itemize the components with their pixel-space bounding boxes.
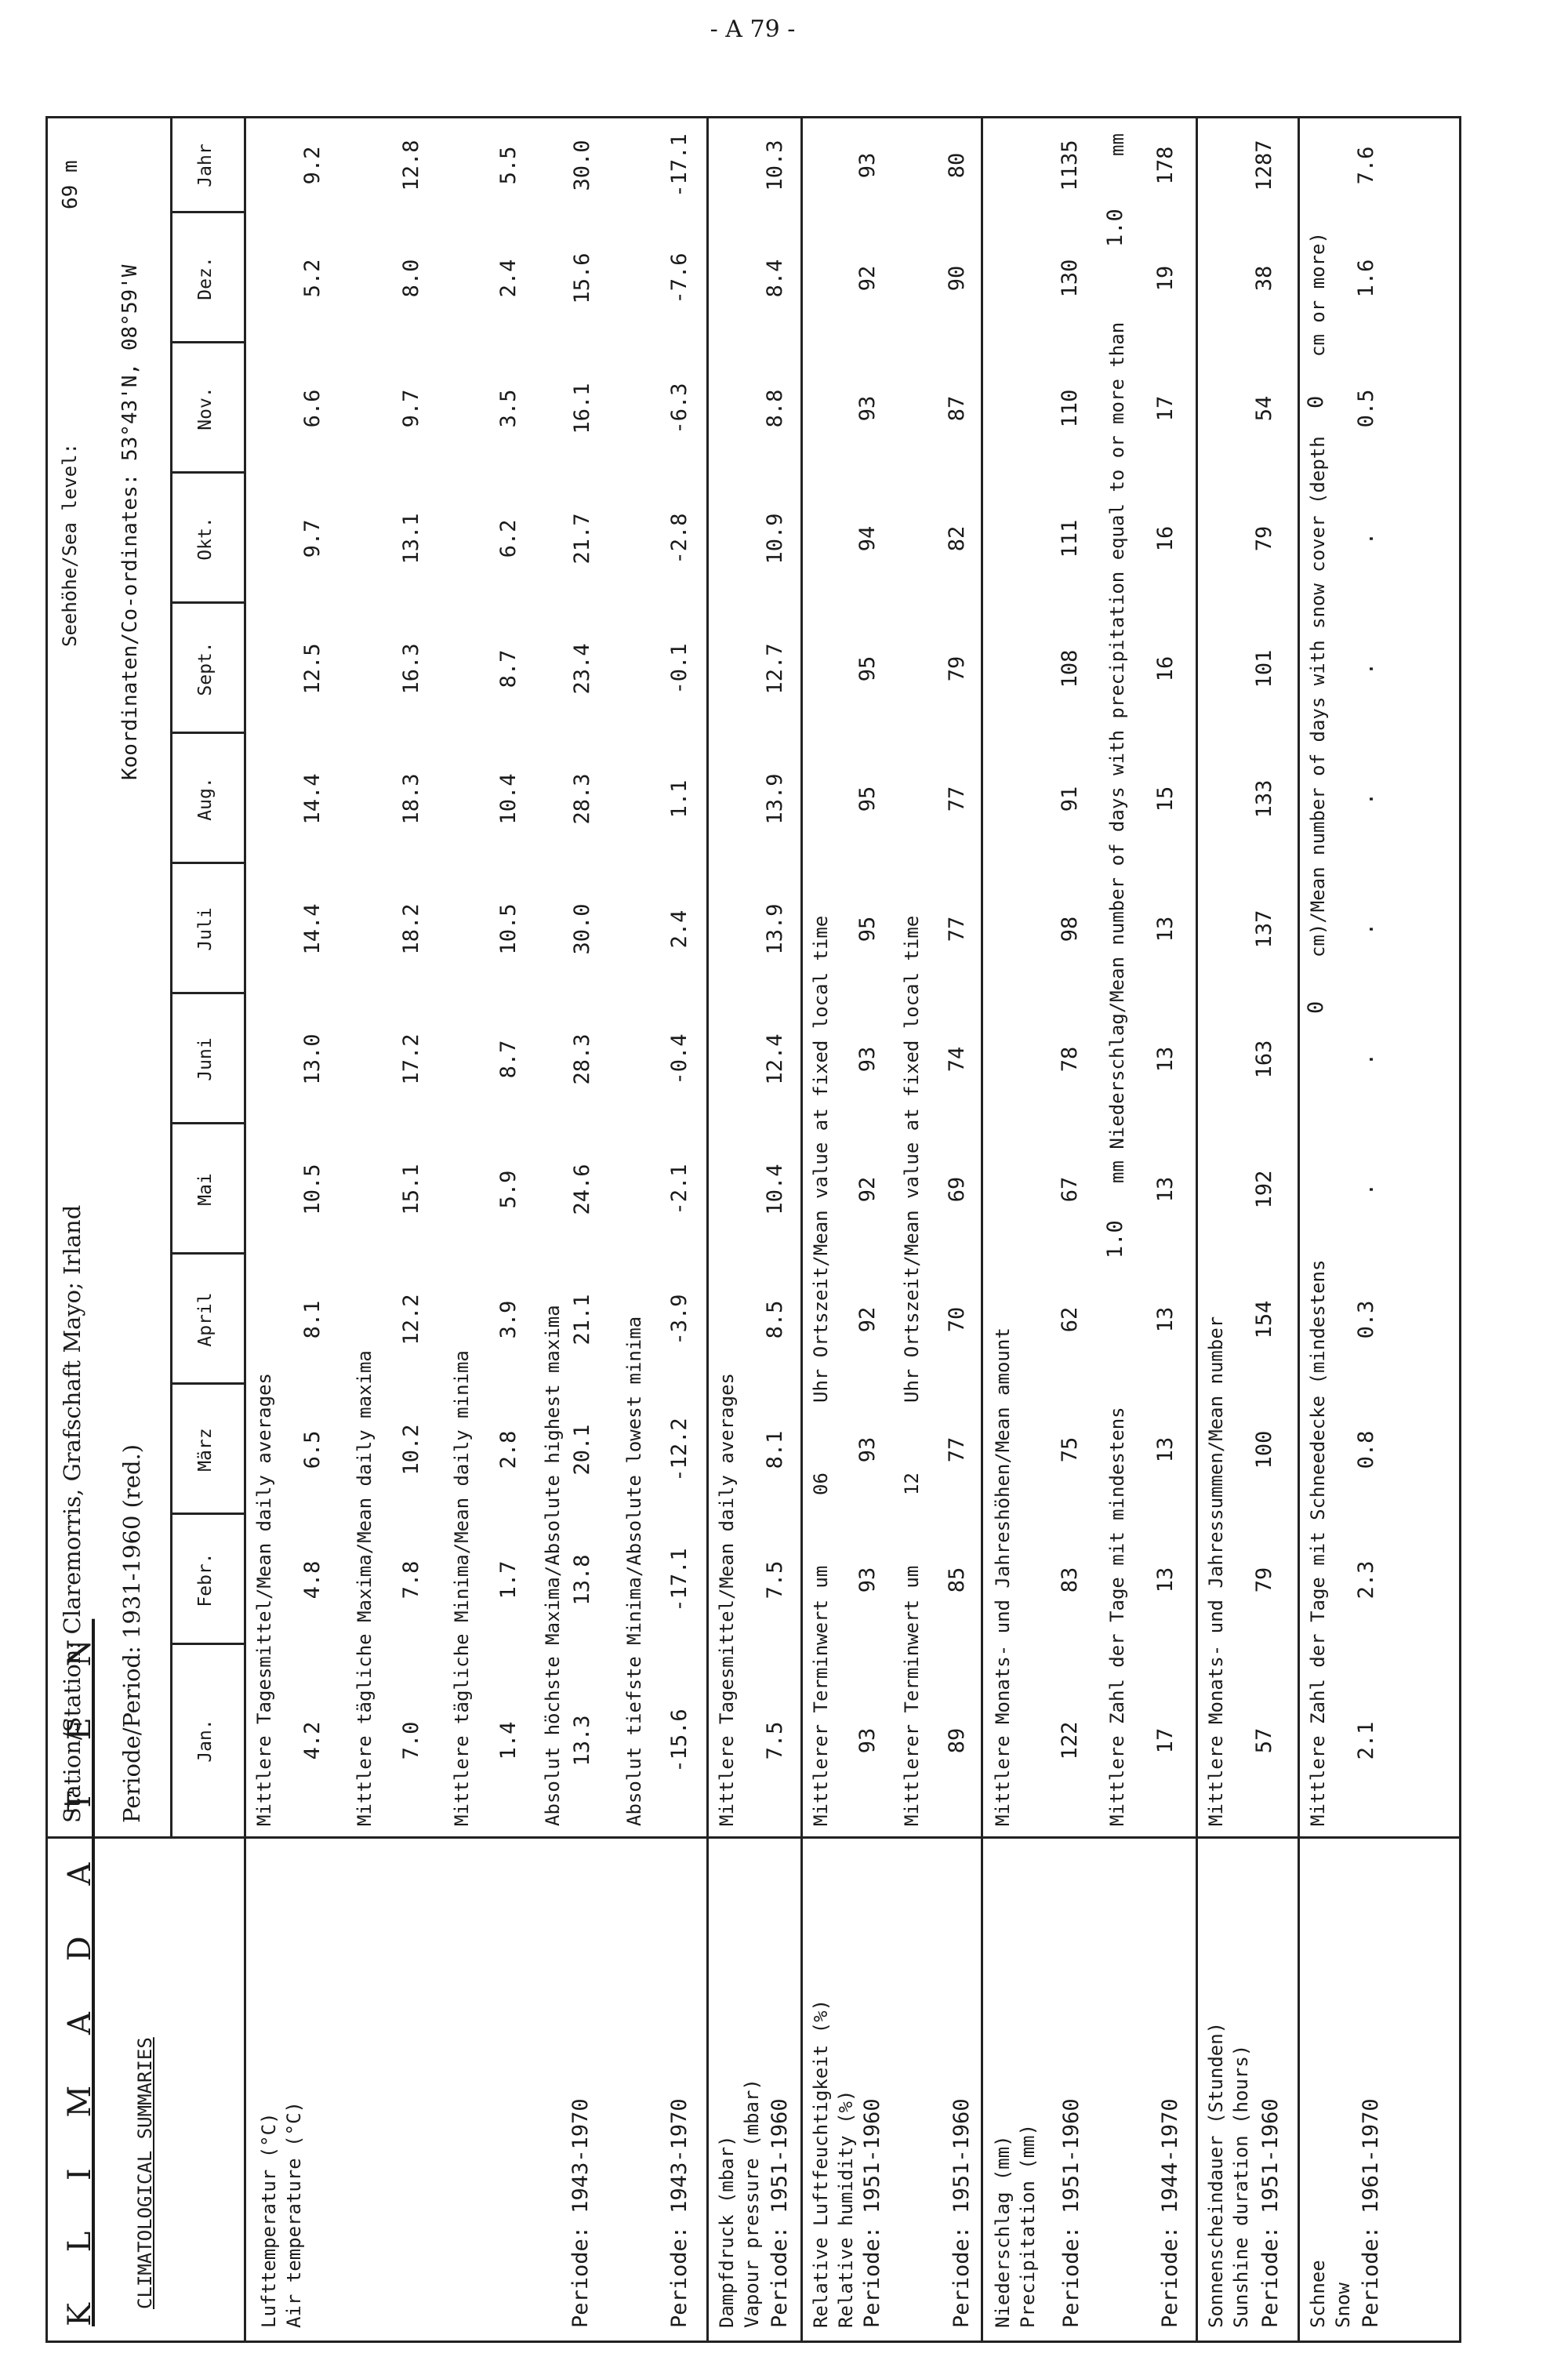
cell: 10.9 [763, 513, 787, 565]
snow-sub-a: Mittlere Zahl der Tage mit Schneedecke (mindestens [1307, 1259, 1329, 1826]
cell: 5.9 [496, 1170, 521, 1209]
cell: 16.3 [399, 643, 423, 695]
cell: 28.3 [570, 1033, 594, 1085]
label-header-divider [244, 1839, 246, 2341]
cell: 8.0 [399, 259, 423, 298]
col-jan: Jan. [195, 1719, 216, 1763]
cell: 93 [855, 1436, 880, 1463]
col-divider [170, 471, 244, 474]
cell: 13.9 [763, 773, 787, 825]
snow-period: Periode: 1961-1970 [1359, 2098, 1383, 2328]
precip-sub2-amount-right: 1.0 [1103, 209, 1127, 247]
cell: 163 [1252, 1040, 1276, 1079]
cell: 0.3 [1354, 1300, 1378, 1339]
cell: 137 [1252, 910, 1276, 949]
temp-sub-max: Mittlere tägliche Maxima/Mean daily maxima [354, 1350, 376, 1826]
station-line: Station/Station: Claremorris, Grafschaft Mayo; Irland [59, 1204, 85, 1823]
cell: 92 [855, 1176, 880, 1203]
cell: 77 [945, 786, 969, 812]
cell: 4.8 [300, 1560, 325, 1600]
humidity-sub1: Mittlerer Terminwert um [810, 1565, 832, 1826]
cell: 93 [855, 395, 880, 422]
cell: 95 [855, 655, 880, 682]
col-divider [170, 1513, 244, 1515]
vapour-period: Periode: 1951-1960 [768, 2098, 792, 2328]
sunshine-label-de: Sonnenscheindauer (Stunden) [1205, 2021, 1227, 2328]
precip-period-a: Periode: 1951-1960 [1059, 2098, 1083, 2328]
cell: 6.6 [300, 389, 325, 428]
cell: 1135 [1058, 140, 1082, 191]
cell: -7.6 [667, 252, 691, 304]
cell: 8.5 [763, 1300, 787, 1339]
cell: 75 [1058, 1436, 1082, 1463]
cell: 93 [855, 1567, 880, 1593]
cell: 54 [1252, 395, 1276, 422]
cell: 108 [1058, 649, 1082, 688]
cell: -17.1 [667, 1548, 691, 1612]
cell: -0.1 [667, 643, 691, 695]
col-jul: Juli [195, 907, 216, 951]
sunshine-label-en: Sunshine duration (hours) [1230, 2044, 1252, 2328]
cell: 92 [855, 265, 880, 292]
snow-label-de: Schnee [1307, 2260, 1329, 2328]
cell: 13 [1153, 1436, 1178, 1463]
cell: 15 [1153, 786, 1178, 812]
cell: -12.2 [667, 1418, 691, 1482]
cell: 90 [945, 265, 969, 292]
cell: 70 [945, 1306, 969, 1333]
cell: 13.1 [399, 513, 423, 565]
cell: 110 [1058, 389, 1082, 428]
cell: 17 [1153, 1727, 1178, 1754]
sunshine-sub: Mittlere Monats- und Jahressummen/Mean number [1205, 1316, 1227, 1826]
cell: 12.2 [399, 1294, 423, 1345]
cell: 4.2 [300, 1721, 325, 1760]
col-jun: Juni [195, 1037, 216, 1081]
col-may: Mai [195, 1173, 216, 1206]
cell: -17.1 [667, 133, 691, 198]
precip-sub2-unit: mm [1106, 133, 1128, 156]
cell: 0.8 [1354, 1430, 1378, 1469]
cell: 21.1 [570, 1294, 594, 1345]
cell: 2.4 [496, 259, 521, 298]
humidity-hour1: 06 [810, 1473, 832, 1495]
cell: 9.2 [300, 146, 325, 185]
cell: 5.5 [496, 146, 521, 185]
cell: 62 [1058, 1306, 1082, 1333]
cell: . [1354, 1182, 1378, 1197]
col-nov: Nov. [195, 387, 216, 430]
temp-sub-abs-max: Absolut höchste Maxima/Absolute highest maxima [542, 1305, 564, 1826]
precip-sub2a: Mittlere Zahl der Tage mit mindestens [1106, 1407, 1128, 1826]
vapour-label-de: Dampfdruck (mbar) [716, 2135, 738, 2328]
humidity-sub2: Mittlerer Terminwert um [901, 1565, 923, 1826]
cell: 10.5 [300, 1164, 325, 1215]
cell: 12.5 [300, 643, 325, 695]
cell: 12.8 [399, 140, 423, 191]
cell: -15.6 [667, 1709, 691, 1773]
cell: 30.0 [570, 140, 594, 191]
cell: 13 [1153, 1176, 1178, 1203]
cell: 16 [1153, 655, 1178, 682]
cell: 16 [1153, 525, 1178, 552]
cell: 28.3 [570, 773, 594, 825]
col-oct: Okt. [195, 517, 216, 561]
cell: 21.7 [570, 513, 594, 565]
cell: . [1354, 1052, 1378, 1066]
col-feb: Febr. [195, 1552, 216, 1607]
cell: 7.6 [1354, 146, 1378, 185]
col-divider [170, 601, 244, 604]
precip-sub2b: mm Niederschlag/Mean number of days with precipitation equal to or more than [1106, 321, 1128, 1183]
cell: 3.9 [496, 1300, 521, 1339]
cell: 30.0 [570, 903, 594, 955]
cell: -6.3 [667, 383, 691, 434]
cell: 10.4 [763, 1164, 787, 1215]
cell: 101 [1252, 649, 1276, 688]
cell: 23.4 [570, 643, 594, 695]
cell: . [1354, 662, 1378, 676]
humidity-period-b: Periode: 1951-1960 [949, 2098, 974, 2328]
cell: -2.8 [667, 513, 691, 565]
cell: -0.4 [667, 1033, 691, 1085]
col-divider [170, 211, 244, 213]
cell: 130 [1058, 259, 1082, 298]
snow-depth-a: 0 [1304, 1000, 1328, 1014]
cell: 95 [855, 786, 880, 812]
section-divider-humidity [800, 118, 803, 2341]
cell: 13 [1153, 1306, 1178, 1333]
climate-table [45, 116, 1461, 2343]
col-divider [170, 1252, 244, 1255]
cell: 10.3 [763, 140, 787, 191]
cell: 1.7 [496, 1560, 521, 1600]
cell: 6.2 [496, 519, 521, 558]
snow-depth-b: 0 [1304, 395, 1328, 409]
cell: 79 [1252, 525, 1276, 552]
period-line: Periode/Period: 1931-1960 (red.) [118, 1444, 145, 1823]
cell: 154 [1252, 1300, 1276, 1339]
cell: 122 [1058, 1721, 1082, 1760]
cell: 6.5 [300, 1430, 325, 1469]
cell: 38 [1252, 265, 1276, 292]
cell: 17 [1153, 395, 1178, 422]
col-divider [170, 732, 244, 734]
snow-sub-c: cm or more) [1307, 232, 1329, 357]
climatological-summaries-subtitle: CLIMATOLOGICAL SUMMARIES [134, 2037, 156, 2309]
col-divider [170, 862, 244, 864]
cell: 82 [945, 525, 969, 552]
cell: 93 [855, 152, 880, 179]
cell: 79 [945, 655, 969, 682]
humidity-sub1b: Uhr Ortszeit/Mean value at fixed local time [810, 915, 832, 1403]
precip-sub2-amount: 1.0 [1103, 1220, 1127, 1258]
temp-label-en: Air temperature (°C) [283, 2101, 305, 2328]
page-number: - A 79 - [710, 16, 796, 43]
cell: 15.6 [570, 252, 594, 304]
cell: 8.4 [763, 259, 787, 298]
cell: 178 [1153, 146, 1178, 185]
section-divider-precip [981, 118, 983, 2341]
cell: 13.9 [763, 903, 787, 955]
cell: 98 [1058, 916, 1082, 942]
col-divider [170, 1382, 244, 1385]
cell: . [1354, 922, 1378, 936]
cell: 85 [945, 1567, 969, 1593]
cell: 2.3 [1354, 1560, 1378, 1600]
cell: 10.2 [399, 1424, 423, 1476]
cell: 13 [1153, 1046, 1178, 1073]
cell: 8.8 [763, 389, 787, 428]
cell: 2.1 [1354, 1721, 1378, 1760]
section-divider-vapour [706, 118, 709, 2341]
col-sep: Sept. [195, 641, 216, 696]
cell: . [1354, 792, 1378, 806]
precip-period-b: Periode: 1944-1970 [1158, 2098, 1182, 2328]
cell: 192 [1252, 1170, 1276, 1209]
cell: 83 [1058, 1567, 1082, 1593]
cell: 19 [1153, 265, 1178, 292]
cell: 3.5 [496, 389, 521, 428]
temp-sub-mean: Mittlere Tagesmittel/Mean daily averages [253, 1373, 275, 1826]
cell: 57 [1252, 1727, 1276, 1754]
temp-period-a: Periode: 1943-1970 [568, 2098, 593, 2328]
cell: 13.3 [570, 1715, 594, 1767]
cell: 2.4 [667, 910, 691, 949]
cell: 91 [1058, 786, 1082, 812]
cell: 10.5 [496, 903, 521, 955]
section-divider-snow [1298, 118, 1300, 2341]
cell: -2.1 [667, 1164, 691, 1215]
cell: 87 [945, 395, 969, 422]
section-divider-sunshine [1196, 118, 1198, 2341]
cell: 18.2 [399, 903, 423, 955]
vapour-label-en: Vapour pressure (mbar) [741, 2079, 763, 2328]
precip-label-en: Precipitation (mm) [1017, 2123, 1039, 2328]
cell: 133 [1252, 779, 1276, 819]
cell: 8.7 [496, 1040, 521, 1079]
sea-level-label: Seehöhe/Sea level: [59, 442, 81, 647]
cell: 20.1 [570, 1424, 594, 1476]
cell: 17.2 [399, 1033, 423, 1085]
cell: 14.4 [300, 773, 325, 825]
column-header-divider [244, 118, 246, 1839]
cell: 69 [945, 1176, 969, 1203]
cell: 94 [855, 525, 880, 552]
sea-level-value: 69 m [59, 160, 82, 209]
cell: 15.1 [399, 1164, 423, 1215]
cell: 13.0 [300, 1033, 325, 1085]
cell: 100 [1252, 1430, 1276, 1469]
cell: 7.5 [763, 1560, 787, 1600]
cell: 13 [1153, 916, 1178, 942]
snow-label-en: Snow [1332, 2282, 1354, 2328]
snow-sub-b: cm)/Mean number of days with snow cover (depth [1307, 436, 1329, 957]
cell: 12.7 [763, 643, 787, 695]
cell: 8.7 [496, 649, 521, 688]
sunshine-period: Periode: 1951-1960 [1258, 2098, 1283, 2328]
cell: 77 [945, 916, 969, 942]
vapour-sub: Mittlere Tagesmittel/Mean daily averages [716, 1373, 738, 1826]
cell: 16.1 [570, 383, 594, 434]
col-year: Jahr [195, 143, 216, 187]
precip-sub1: Mittlere Monats- und Jahreshöhen/Mean amount [992, 1327, 1014, 1826]
cell: 8.1 [763, 1430, 787, 1469]
temp-sub-abs-min: Absolut tiefste Minima/Absolute lowest minima [623, 1316, 645, 1826]
cell: 67 [1058, 1176, 1082, 1203]
cell: 93 [855, 1727, 880, 1754]
cell: 24.6 [570, 1164, 594, 1215]
cell: . [1354, 532, 1378, 546]
cell: 1287 [1252, 140, 1276, 191]
cell: -3.9 [667, 1294, 691, 1345]
cell: 1.4 [496, 1721, 521, 1760]
cell: 93 [855, 1046, 880, 1073]
cell: 2.8 [496, 1430, 521, 1469]
cell: 80 [945, 152, 969, 179]
cell: 77 [945, 1436, 969, 1463]
cell: 111 [1058, 519, 1082, 558]
col-divider [170, 1122, 244, 1124]
col-divider [170, 341, 244, 343]
label-column-divider [48, 1836, 1459, 1839]
cell: 7.8 [399, 1560, 423, 1600]
humidity-hour2: 12 [901, 1473, 923, 1495]
cell: 13.8 [570, 1554, 594, 1606]
humidity-label-en: Relative humidity (%) [835, 2090, 857, 2328]
cell: 8.1 [300, 1300, 325, 1339]
cell: 10.4 [496, 773, 521, 825]
cell: 12.4 [763, 1033, 787, 1085]
humidity-label-de: Relative Luftfeuchtigkeit (%) [810, 1999, 832, 2328]
cell: 89 [945, 1727, 969, 1754]
col-divider [170, 1643, 244, 1645]
coordinates-line: Koordinaten/Co-ordinates: 53°43'N, 08°59'W [118, 264, 142, 780]
cell: 18.3 [399, 773, 423, 825]
cell: 7.5 [763, 1721, 787, 1760]
climate-data-title: K L I M A D A T E N [62, 1618, 98, 2326]
col-divider [170, 992, 244, 994]
cell: 78 [1058, 1046, 1082, 1073]
cell: 13 [1153, 1567, 1178, 1593]
cell: 9.7 [399, 389, 423, 428]
precip-label-de: Niederschlag (mm) [992, 2135, 1014, 2328]
temp-label-de: Lufttemperatur (°C) [258, 2112, 280, 2328]
col-dec: Dez. [195, 256, 216, 300]
cell: 1.1 [667, 779, 691, 819]
cell: 14.4 [300, 903, 325, 955]
temp-sub-min: Mittlere tägliche Minima/Mean daily minima [451, 1350, 473, 1826]
humidity-period-a: Periode: 1951-1960 [860, 2098, 884, 2328]
cell: 95 [855, 916, 880, 942]
cell: 92 [855, 1306, 880, 1333]
col-aug: Aug. [195, 777, 216, 821]
cell: 1.6 [1354, 259, 1378, 298]
humidity-sub2b: Uhr Ortszeit/Mean value at fixed local time [901, 915, 923, 1403]
cell: 9.7 [300, 519, 325, 558]
col-apr: April [195, 1292, 216, 1347]
header-divider [170, 118, 172, 1839]
cell: 74 [945, 1046, 969, 1073]
cell: 7.0 [399, 1721, 423, 1760]
cell: 0.5 [1354, 389, 1378, 428]
temp-period-b: Periode: 1943-1970 [667, 2098, 691, 2328]
cell: 5.2 [300, 259, 325, 298]
cell: 79 [1252, 1567, 1276, 1593]
col-mar: März [195, 1428, 216, 1472]
